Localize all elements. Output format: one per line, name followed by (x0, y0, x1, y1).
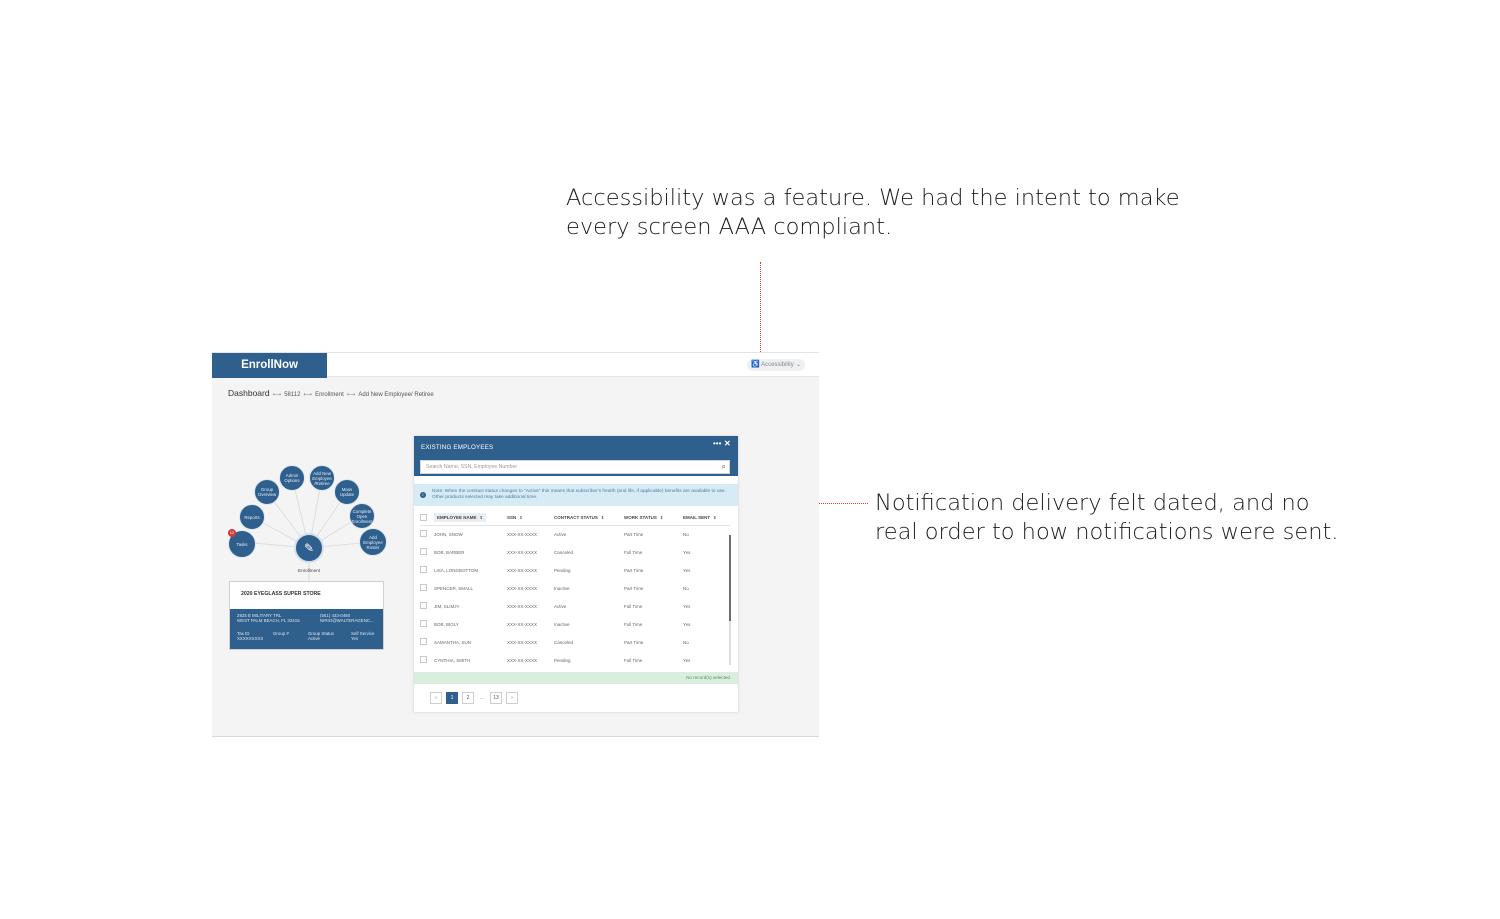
hub-node-employee-roster[interactable]: Add Employee Roster (359, 528, 387, 556)
col-email-sent[interactable] (683, 511, 730, 525)
email-sent: No (683, 531, 689, 537)
employee-ssn: XXX-XX-XXXX (507, 603, 538, 609)
app-logo[interactable]: EnrollNow (212, 353, 327, 378)
hub-node-tasks[interactable]: Tasks (228, 530, 256, 558)
email-sent: No (683, 639, 689, 645)
table-row[interactable] (420, 579, 730, 597)
table-row[interactable] (420, 597, 730, 615)
annotation-accessibility: Accessibility was a feature. We had the intent to make every screen AAA compliant. (566, 185, 1180, 240)
employee-name: CYNTHIA, SMITH (434, 657, 471, 663)
chevron-right-icon: › (511, 695, 513, 701)
employee-ssn: XXX-XX-XXXX (507, 585, 538, 591)
hub-node-add-employee[interactable]: Add New Employee /Retiree (309, 465, 335, 491)
group-summary-card (229, 581, 384, 650)
sort-icon: ⬍ (479, 515, 483, 521)
col-ssn-label: SSN (507, 515, 517, 521)
pagination-ellipsis: ... (479, 695, 485, 701)
contract-status: Canceled (554, 639, 574, 645)
contract-status: Active (554, 531, 567, 537)
breadcrumb-dashboard[interactable]: Dashboard (228, 388, 270, 398)
breadcrumb-group[interactable]: 58112 (284, 392, 301, 398)
work-status: Part Time (624, 585, 644, 591)
contract-status: Active (554, 603, 567, 609)
accessibility-icon: ♿ (751, 361, 760, 368)
select-all-checkbox[interactable] (420, 514, 427, 521)
row-select-cell (420, 561, 434, 579)
breadcrumb-current: Add New Employee/ Retiree (358, 392, 434, 398)
col-email-sent-label: EMAIL SENT (683, 515, 711, 521)
group-status-field (308, 631, 334, 641)
row-checkbox[interactable] (420, 548, 427, 555)
hub-center-label: Enrollment (298, 568, 320, 573)
col-contract-status-label: CONTRACT STATUS (554, 515, 598, 521)
hub-node-group-overview[interactable]: Group Overview (254, 479, 280, 505)
col-employee-name[interactable] (434, 511, 507, 525)
row-checkbox[interactable] (420, 530, 427, 537)
employee-name: LISA, LONGBOTTOM (434, 567, 479, 573)
employee-name: JOHN, SNOW (434, 531, 463, 537)
sort-icon: ⬍ (659, 515, 664, 521)
group-name: 2020 EYEGLASS SUPER STORE (230, 582, 383, 609)
arrow-icon: ⟷ (346, 392, 356, 398)
col-employee-name-label: EMPLOYEE NAME (437, 515, 477, 521)
annotation-notifications: Notification delivery felt dated, and no real order to how notifications were sent. (875, 490, 1339, 545)
work-status: Part Time (624, 567, 644, 573)
work-status: Part Time (624, 639, 644, 645)
employees-table (420, 511, 730, 669)
group-number-field (273, 631, 289, 636)
email-sent: Yes (683, 603, 691, 609)
email-sent: Yes (683, 549, 691, 555)
selection-status-text: No record(s) selected (686, 675, 730, 680)
col-contract-status[interactable] (554, 511, 624, 525)
accessibility-menu[interactable] (747, 359, 805, 371)
pagination-page-2[interactable]: 2 (462, 692, 474, 704)
group-number-label: Group # (273, 631, 289, 636)
table-row[interactable] (420, 543, 730, 561)
select-all-cell (420, 511, 434, 525)
existing-employees-modal (414, 436, 738, 712)
row-select-cell (420, 597, 434, 615)
col-work-status[interactable] (624, 511, 683, 525)
sort-icon: ⬍ (600, 515, 605, 521)
more-options-icon[interactable]: ••• (713, 439, 722, 448)
selection-status-bar (414, 672, 738, 684)
contract-status: Pending (554, 657, 571, 663)
group-address (237, 613, 300, 623)
accessibility-label: Accessibility (761, 362, 794, 368)
status-note-banner (414, 484, 738, 506)
close-icon[interactable]: ✕ (724, 439, 731, 448)
sort-icon: ⬍ (519, 515, 523, 521)
row-checkbox[interactable] (420, 620, 427, 627)
email-sent: No (683, 585, 689, 591)
group-status-value: Active (308, 636, 320, 641)
arrow-icon: ⟷ (303, 392, 313, 398)
employee-name: SPENCER, SMALL (434, 585, 474, 591)
chevron-left-icon: ‹ (435, 695, 437, 701)
tax-id-label: Tax ID (237, 631, 250, 636)
search-placeholder: Search Name, SSN, Employee Number (426, 464, 518, 470)
row-checkbox[interactable] (420, 566, 427, 573)
table-row[interactable] (420, 633, 730, 651)
row-select-cell (420, 615, 434, 633)
app-window (212, 352, 819, 737)
arrow-icon: ⟷ (272, 392, 282, 398)
breadcrumb-enrollment[interactable]: Enrollment (315, 392, 344, 398)
row-select-cell (420, 543, 434, 561)
email-sent: Yes (683, 657, 691, 663)
modal-title: EXISTING EMPLOYEES (421, 444, 494, 451)
row-checkbox[interactable] (420, 602, 427, 609)
self-service-value: Yes (351, 636, 359, 641)
work-status: Full Time (624, 603, 643, 609)
group-contact (320, 613, 374, 623)
tax-id-field (237, 631, 263, 641)
info-icon: i (420, 492, 426, 498)
employee-ssn: XXX-XX-XXXX (507, 639, 538, 645)
employee-name: BOB, BARBER (434, 549, 465, 555)
self-service-field (351, 631, 374, 641)
work-status: Full Time (624, 549, 643, 555)
self-service-label: Self Service (351, 631, 375, 636)
table-row[interactable] (420, 561, 730, 579)
employee-ssn: XXX-XX-XXXX (507, 549, 538, 555)
contract-status: Pending (554, 567, 571, 573)
hub-node-open-enrollment[interactable]: Complete Open Enrollment (349, 503, 375, 529)
annotation-connector-vertical (760, 262, 761, 360)
work-status: Full Time (624, 621, 643, 627)
email-sent: Yes (683, 567, 691, 573)
row-select-cell (420, 651, 434, 669)
contract-status: Inactive (554, 585, 570, 591)
employee-name: SAMANTHA, SUN (434, 639, 472, 645)
employee-ssn: XXX-XX-XXXX (507, 657, 538, 663)
pagination-prev-button[interactable] (430, 692, 442, 704)
contract-status: Canceled (554, 549, 574, 555)
pagination-page-last[interactable]: 13 (490, 692, 502, 704)
work-status: Part Time (624, 531, 644, 537)
chevron-down-icon: ⌄ (795, 362, 801, 368)
pagination-page-1[interactable]: 1 (446, 692, 458, 704)
employee-name: JIM, SLIMJY (434, 603, 460, 609)
modal-header (414, 436, 738, 476)
status-note-text: Note: When the contract status changes to "Active" this means that subscriber's health (and life, if applicable) benefits are available to use. Other products selected may take additional time. (432, 489, 726, 500)
row-checkbox[interactable] (420, 656, 427, 663)
group-phone: (561) 433-0460 (320, 613, 351, 618)
employee-ssn: XXX-XX-XXXX (507, 567, 538, 573)
table-row[interactable] (420, 651, 730, 669)
table-row[interactable] (420, 525, 730, 543)
hub-node-admin-options[interactable]: Admin Options (279, 465, 305, 491)
employee-ssn: XXX-XX-XXXX (507, 621, 538, 627)
edit-icon: ✎ (303, 541, 315, 555)
work-status: Full Time (624, 657, 643, 663)
email-sent: Yes (683, 621, 691, 627)
table-scrollbar-thumb[interactable] (729, 535, 731, 621)
col-work-status-label: WORK STATUS (624, 515, 657, 521)
col-ssn[interactable] (507, 511, 554, 525)
employee-ssn: XXX-XX-XXXX (507, 531, 538, 537)
pagination-next-button[interactable] (506, 692, 518, 704)
table-row[interactable] (420, 615, 730, 633)
address-line-2: WEST PALM BEACH, FL 33415 (237, 618, 300, 623)
row-checkbox[interactable] (420, 638, 427, 645)
contract-status: Inactive (554, 621, 570, 627)
row-select-cell (420, 633, 434, 651)
hub-node-mass-update[interactable]: Mass Update (334, 479, 360, 505)
employee-name: BOB, BIGLY (434, 621, 459, 627)
group-status-label: Group Status (308, 631, 334, 636)
search-icon[interactable]: ⌕ (721, 462, 726, 471)
employee-search-input[interactable] (420, 460, 730, 474)
pagination (430, 692, 518, 704)
row-select-cell (420, 579, 434, 597)
hub-center-enrollment[interactable] (294, 533, 324, 563)
sort-icon: ⬍ (713, 515, 717, 521)
row-checkbox[interactable] (420, 584, 427, 591)
table-header-row (420, 511, 730, 525)
row-select-cell (420, 525, 434, 543)
tax-id-value: XXXXXXXXX (237, 636, 264, 641)
hub-node-reports[interactable]: Reports (239, 504, 265, 530)
address-line-1: 2925 E MILITARY TRL (237, 613, 282, 618)
group-email: NIRIO@WALTERAGENC... (320, 618, 374, 623)
tasks-count-badge: 12 (229, 530, 235, 535)
